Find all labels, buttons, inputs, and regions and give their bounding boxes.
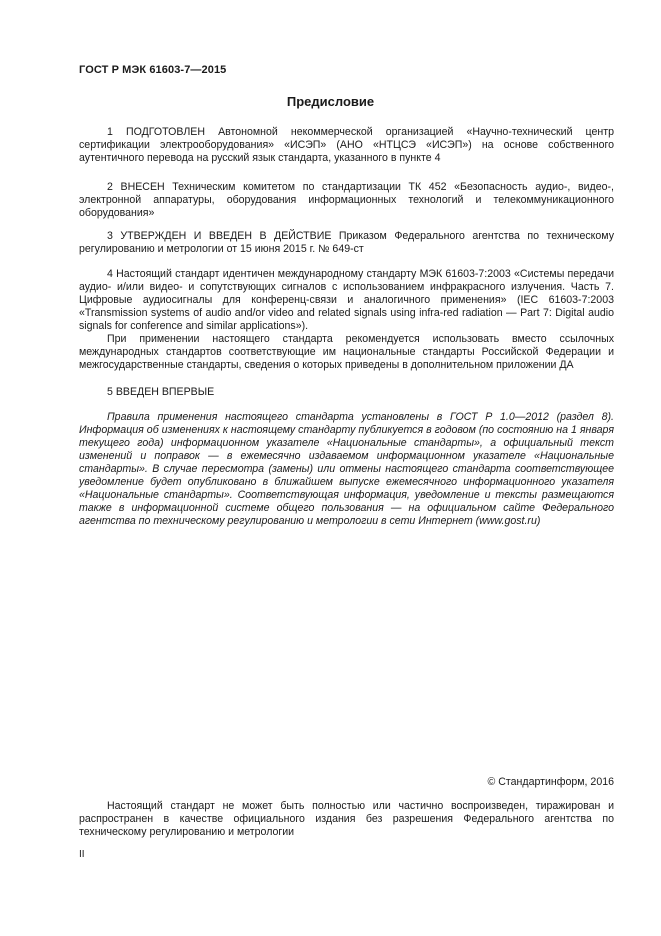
- item-5-text: 5 ВВЕДЕН ВПЕРВЫЕ: [107, 386, 215, 398]
- item-5: [79, 386, 614, 399]
- item-1: [79, 126, 614, 165]
- item-4-text: 4 Настоящий стандарт идентичен международному стандарту МЭК 61603-7:2003 «Системы передачи аудио- и/или видео- и сопутствующих сигналов с использованием инфракрасного излучения. Часть 7. Цифровые аудиосигналы для конференц-связи и аналогичного применения» (IEC 61603-7:2003 «Transmission systems of audio and/or video and related signals using infra-red radiation — Part 7: Digital audio signals for conference and similar applications»).: [79, 268, 614, 332]
- item-3-text: 3 УТВЕРЖДЕН И ВВЕДЕН В ДЕЙСТВИЕ Приказом Федерального агентства по техническому регулированию и метрологии от 15 июня 2015 г. № 649-ст: [79, 230, 614, 255]
- item-2: [79, 181, 614, 220]
- copyright: © Стандартинформ, 2016: [487, 776, 614, 788]
- item-2-text: 2 ВНЕСЕН Техническим комитетом по стандартизации ТК 452 «Безопасность аудио-, видео-, электронной аппаратуры, оборудования информационных технологий и телекоммуникационного оборудования»: [79, 181, 614, 219]
- reproduction-notice: [79, 800, 614, 839]
- reproduction-notice-text: Настоящий стандарт не может быть полностью или частично воспроизведен, тиражирован и распространен в качестве официального издания без разрешения Федерального агентства по техническому регулированию и метрологии: [79, 800, 614, 838]
- rules-note-text: Правила применения настоящего стандарта установлены в ГОСТ Р 1.0—2012 (раздел 8). Информация об изменениях к настоящему стандарту публикуется в годовом (по состоянию на 1 января текущего года) информационном указателе «Национальные стандарты», а официальный текст изменений и поправок — в ежемесячно издаваемом информационном указателе «Национальные стандарты». В случае пересмотра (замены) или отмены настоящего стандарта соответствующее уведомление будет опубликовано в ближайшем выпуске ежемесячного информационного указателя «Национальные стандарты». Соответствующая информация, уведомление и тексты размещаются также в информационной системе общего пользования — на официальном сайте Федерального агентства по техническому регулированию и метрологии в сети Интернет (www.gost.ru): [79, 411, 614, 527]
- item-3: [79, 230, 614, 256]
- standard-designation: ГОСТ Р МЭК 61603-7—2015: [79, 64, 227, 76]
- item-4: [79, 268, 614, 372]
- page-title: Предисловие: [286, 94, 375, 109]
- item-1-text: 1 ПОДГОТОВЛЕН Автономной некоммерческой организацией «Научно-технический центр сертификации электрооборудования» «ИСЭП» (АНО «НТЦСЭ «ИСЭП») на основе собственного аутентичного перевода на русский язык стандарта, указанного в пункте 4: [79, 126, 614, 164]
- page-number: II: [79, 849, 85, 860]
- rules-note: [79, 411, 614, 528]
- item-4-note: При применении настоящего стандарта рекомендуется использовать вместо ссылочных международных стандартов соответствующие им национальные стандарты Российской Федерации и межгосударственные стандарты, сведения о которых приведены в дополнительном приложении ДА: [79, 333, 614, 371]
